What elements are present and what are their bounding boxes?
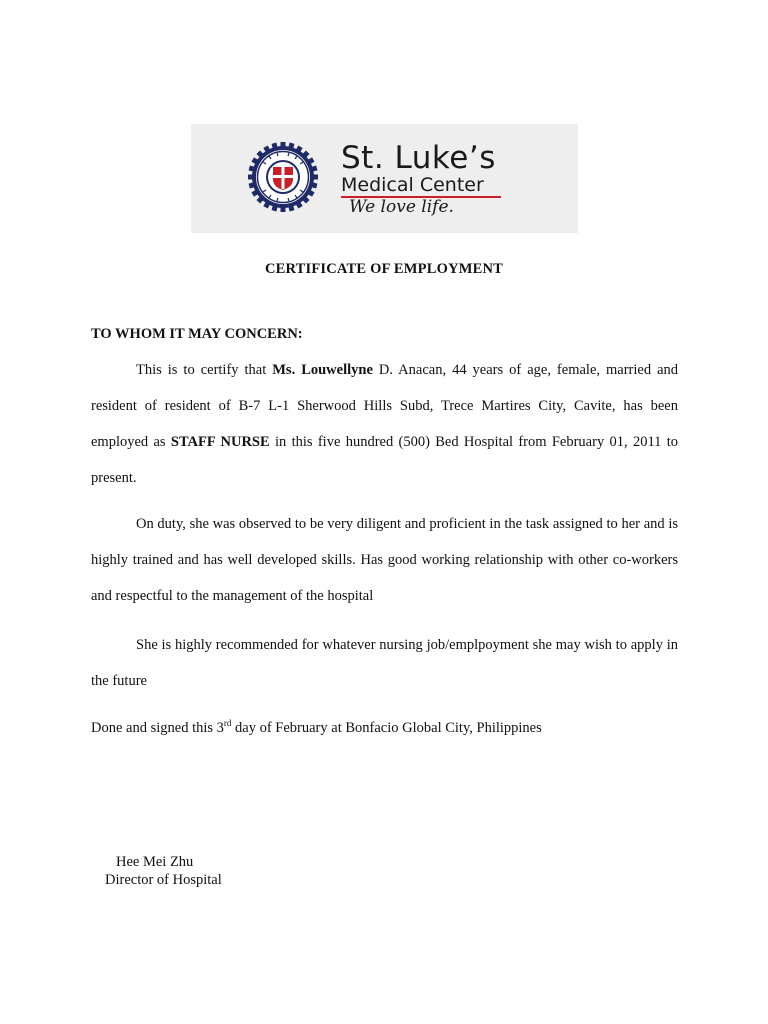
logo-tagline: We love life.: [349, 197, 454, 217]
logo-wordmark: [341, 142, 571, 217]
hospital-logo-banner: [191, 124, 578, 233]
closing-suffix: day of February at Bonfacio Global City, Philippines: [231, 720, 542, 736]
paragraph1-suffix: in this five hundred (500) Bed Hospital from February 01, 2011 to present.: [91, 434, 678, 486]
logo-name-line2: Medical Center: [341, 174, 484, 196]
signatory-title: Director of Hospital: [105, 872, 222, 888]
closing-ordinal-suffix: rd: [223, 718, 232, 728]
paragraph1-middle: D. Anacan, 44 years of age, female, married and resident of resident of B-7 L-1 Sherwood Hills Subd, Trece Martires City, Cavite, has been employed as: [91, 362, 679, 450]
closing-prefix: Done and signed this 3: [91, 720, 224, 736]
hospital-seal-icon: [233, 142, 333, 212]
logo-name-line1: St. Luke’s: [341, 140, 496, 176]
paragraph-certification: [91, 352, 678, 496]
paragraph-performance: On duty, she was observed to be very diligent and proficient in the task assigned to her and is highly trained and has well developed skills. Has good working relationship with other co-workers and respectful to the management of the hospital: [91, 516, 678, 604]
salutation: TO WHOM IT MAY CONCERN:: [91, 326, 303, 342]
paragraph1-prefix: This is to certify that: [136, 362, 273, 378]
employee-name: Ms. Louwellyne: [272, 362, 373, 378]
document-title: CERTIFICATE OF EMPLOYMENT: [264, 261, 504, 277]
signatory-name: Hee Mei Zhu: [116, 854, 194, 870]
paragraph-recommendation: She is highly recommended for whatever nursing job/emplpoyment she may wish to apply in the future: [91, 637, 678, 689]
closing-statement: [91, 720, 542, 737]
employee-position: STAFF NURSE: [170, 434, 270, 450]
